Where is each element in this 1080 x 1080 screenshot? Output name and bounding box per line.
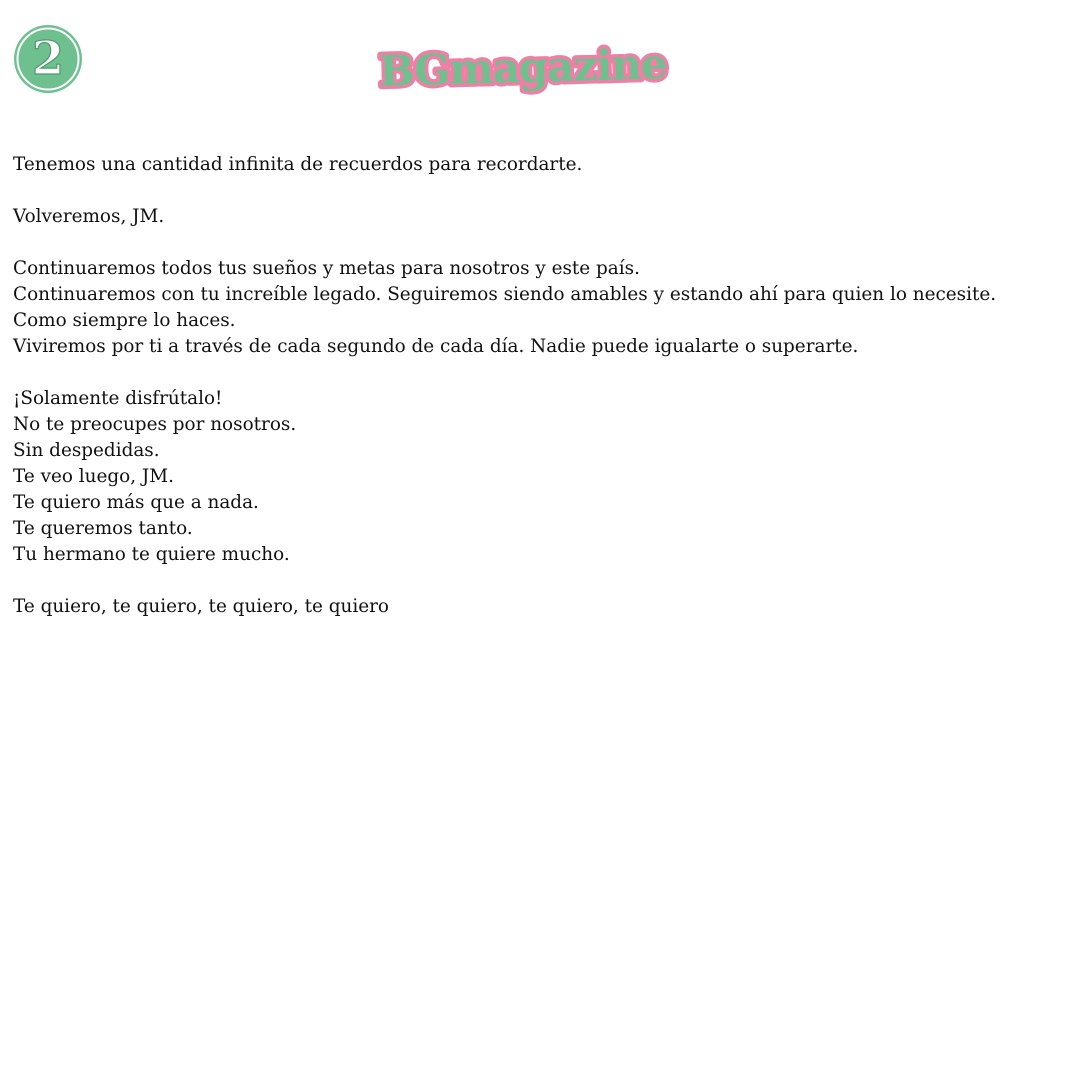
text-line: Continuaremos todos tus sueños y metas para nosotros y este país. <box>13 258 640 279</box>
paragraph-gap <box>13 178 1063 204</box>
text-line: Volveremos, JM. <box>13 206 165 227</box>
text-line: Te quiero, te quiero, te quiero, te quiero <box>13 596 389 617</box>
text-line: Como siempre lo haces. <box>13 310 236 331</box>
paragraph-gap <box>13 568 1063 594</box>
text-line: Tenemos una cantidad infinita de recuerdos para recordarte. <box>13 154 583 175</box>
brand-logo <box>378 38 668 102</box>
text-line: Viviremos por ti a través de cada segundo de cada día. Nadie puede igualarte o superarte. <box>13 336 859 357</box>
text-line: Sin despedidas. <box>13 440 160 461</box>
text-line: Te quiero más que a nada. <box>13 492 259 513</box>
message-body <box>13 152 1063 620</box>
page-number: 2 <box>31 31 65 85</box>
text-line: No te preocupes por nosotros. <box>13 414 297 435</box>
brand-name: BGmagazine <box>378 39 668 96</box>
text-line: Te queremos tanto. <box>13 518 193 539</box>
paragraph-gap <box>13 230 1063 256</box>
page-number-badge <box>13 24 83 94</box>
text-line: Tu hermano te quiere mucho. <box>13 544 290 565</box>
text-line: Te veo luego, JM. <box>13 466 174 487</box>
paragraph-gap <box>13 360 1063 386</box>
text-line: Continuaremos con tu increíble legado. Seguiremos siendo amables y estando ahí para quien lo necesite. <box>13 284 997 305</box>
text-line: ¡Solamente disfrútalo! <box>13 388 223 409</box>
